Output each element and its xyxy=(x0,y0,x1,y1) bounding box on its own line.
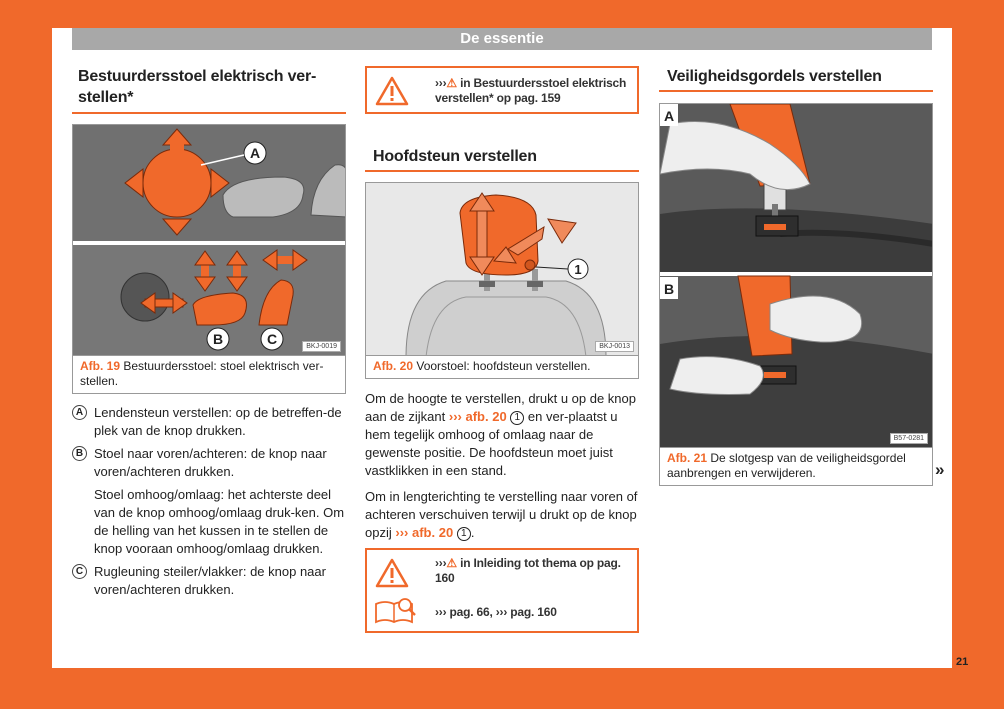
figure-20 xyxy=(365,182,639,356)
column-2-heading xyxy=(365,146,639,172)
callout-A: A xyxy=(249,145,261,161)
heading-seatbelts: Veiligheidsgordels verstellen xyxy=(667,68,882,85)
continue-mark: » xyxy=(935,460,945,479)
warning-triangle-icon xyxy=(375,76,409,106)
column-3-heading xyxy=(659,66,933,92)
callout-B: B xyxy=(212,331,224,347)
list-item: A Lendensteun verstellen: op de betreffen-de plek van de knop drukken. xyxy=(72,404,346,440)
column-1 xyxy=(72,66,346,114)
figure-ref[interactable]: afb. 20 xyxy=(412,525,454,540)
heading-rule xyxy=(659,90,933,92)
paragraph-2: Om in lengterichting te verstelling naar voren of achteren verschuiven terwijl u drukt op de knop opzij ››› afb. 20 1 . xyxy=(365,489,638,540)
figure-code: B57-0281 xyxy=(890,433,928,444)
marker-A: A xyxy=(72,405,87,420)
heading-rule xyxy=(72,112,346,114)
caption-21 xyxy=(659,448,933,486)
panel-label-A: A xyxy=(663,108,675,124)
warning-box-2 xyxy=(365,548,639,633)
caption-text: Bestuurdersstoel: stoel elektrisch ver-stellen. xyxy=(80,359,324,388)
figure-code: BKJ-0019 xyxy=(302,341,341,352)
caption-20 xyxy=(365,356,639,379)
heading-headrest: Hoofdsteun verstellen xyxy=(373,148,537,165)
figure-code: BKJ-0013 xyxy=(595,341,634,352)
list-item-extra: Stoel omhoog/omlaag: het achterste deel van de knop omhoog/omlaag druk-ken. Om de helling van het kussen in te stellen de knop vooraan omhoog/omlaag drukken. xyxy=(94,487,345,556)
panel-label-B: B xyxy=(663,281,675,297)
heading-driver-seat: Bestuurdersstoel elektrisch ver- stellen* xyxy=(78,68,317,106)
warning-box-1 xyxy=(365,66,639,114)
figure-21 xyxy=(659,103,933,448)
marker-C: C xyxy=(72,564,87,579)
caption-label: Afb. 19 xyxy=(80,359,121,373)
warning-triangle-icon xyxy=(375,558,409,588)
caption-text: Voorstoel: hoofdsteun verstellen. xyxy=(416,359,591,373)
callout-C: C xyxy=(266,331,278,347)
headrest-illustration xyxy=(366,183,639,356)
callout-1: 1 xyxy=(574,262,582,277)
caption-label: Afb. 20 xyxy=(373,359,414,373)
list-item: C Rugleuning steiler/vlakker: de knop naar voren/achteren drukken. xyxy=(72,563,346,599)
warning-text-1: ›››⚠ in Bestuurdersstoel elektrisch verstellen* op pag. 159 xyxy=(435,76,627,105)
headrest-text xyxy=(365,390,639,542)
figure-ref[interactable]: afb. 20 xyxy=(465,409,507,424)
page-number: 21 xyxy=(956,656,969,668)
caption-label: Afb. 21 xyxy=(667,451,708,465)
warning-text-2: ›››⚠ in Inleiding tot thema op pag. 160 xyxy=(435,556,621,585)
marker-B: B xyxy=(72,446,87,461)
book-ref-text[interactable]: ››› pag. 66, ››› pag. 160 xyxy=(435,605,557,619)
book-search-icon xyxy=(373,596,419,626)
list-item: B Stoel naar voren/achteren: de knop naar voren/achteren drukken. Stoel omhoog/omlaag: het achterste deel van de knop omhoog/omlaag druk-ken. Om de helling van het kussen in te stellen de knop vooraan omhoog/omlaag drukken. xyxy=(72,445,346,558)
seat-adjust-list xyxy=(72,404,346,604)
caption-19 xyxy=(72,356,346,394)
figure-19 xyxy=(72,124,346,356)
heading-rule xyxy=(365,170,639,172)
seatbelt-illustration xyxy=(660,104,933,448)
section-band: De essentie xyxy=(72,28,932,50)
seat-controls-illustration xyxy=(73,125,346,356)
paragraph-1: Om de hoogte te verstellen, drukt u op de knop aan de zijkant ››› afb. 20 1 en ver-plaatst u hem tegelijk omhoog of omlaag naar de gewenste positie. De hoofdsteun moet juist vastklikken in een stand. xyxy=(365,391,637,478)
caption-text: De slotgesp van de veiligheidsgordel aanbrengen en verwijderen. xyxy=(667,451,906,480)
